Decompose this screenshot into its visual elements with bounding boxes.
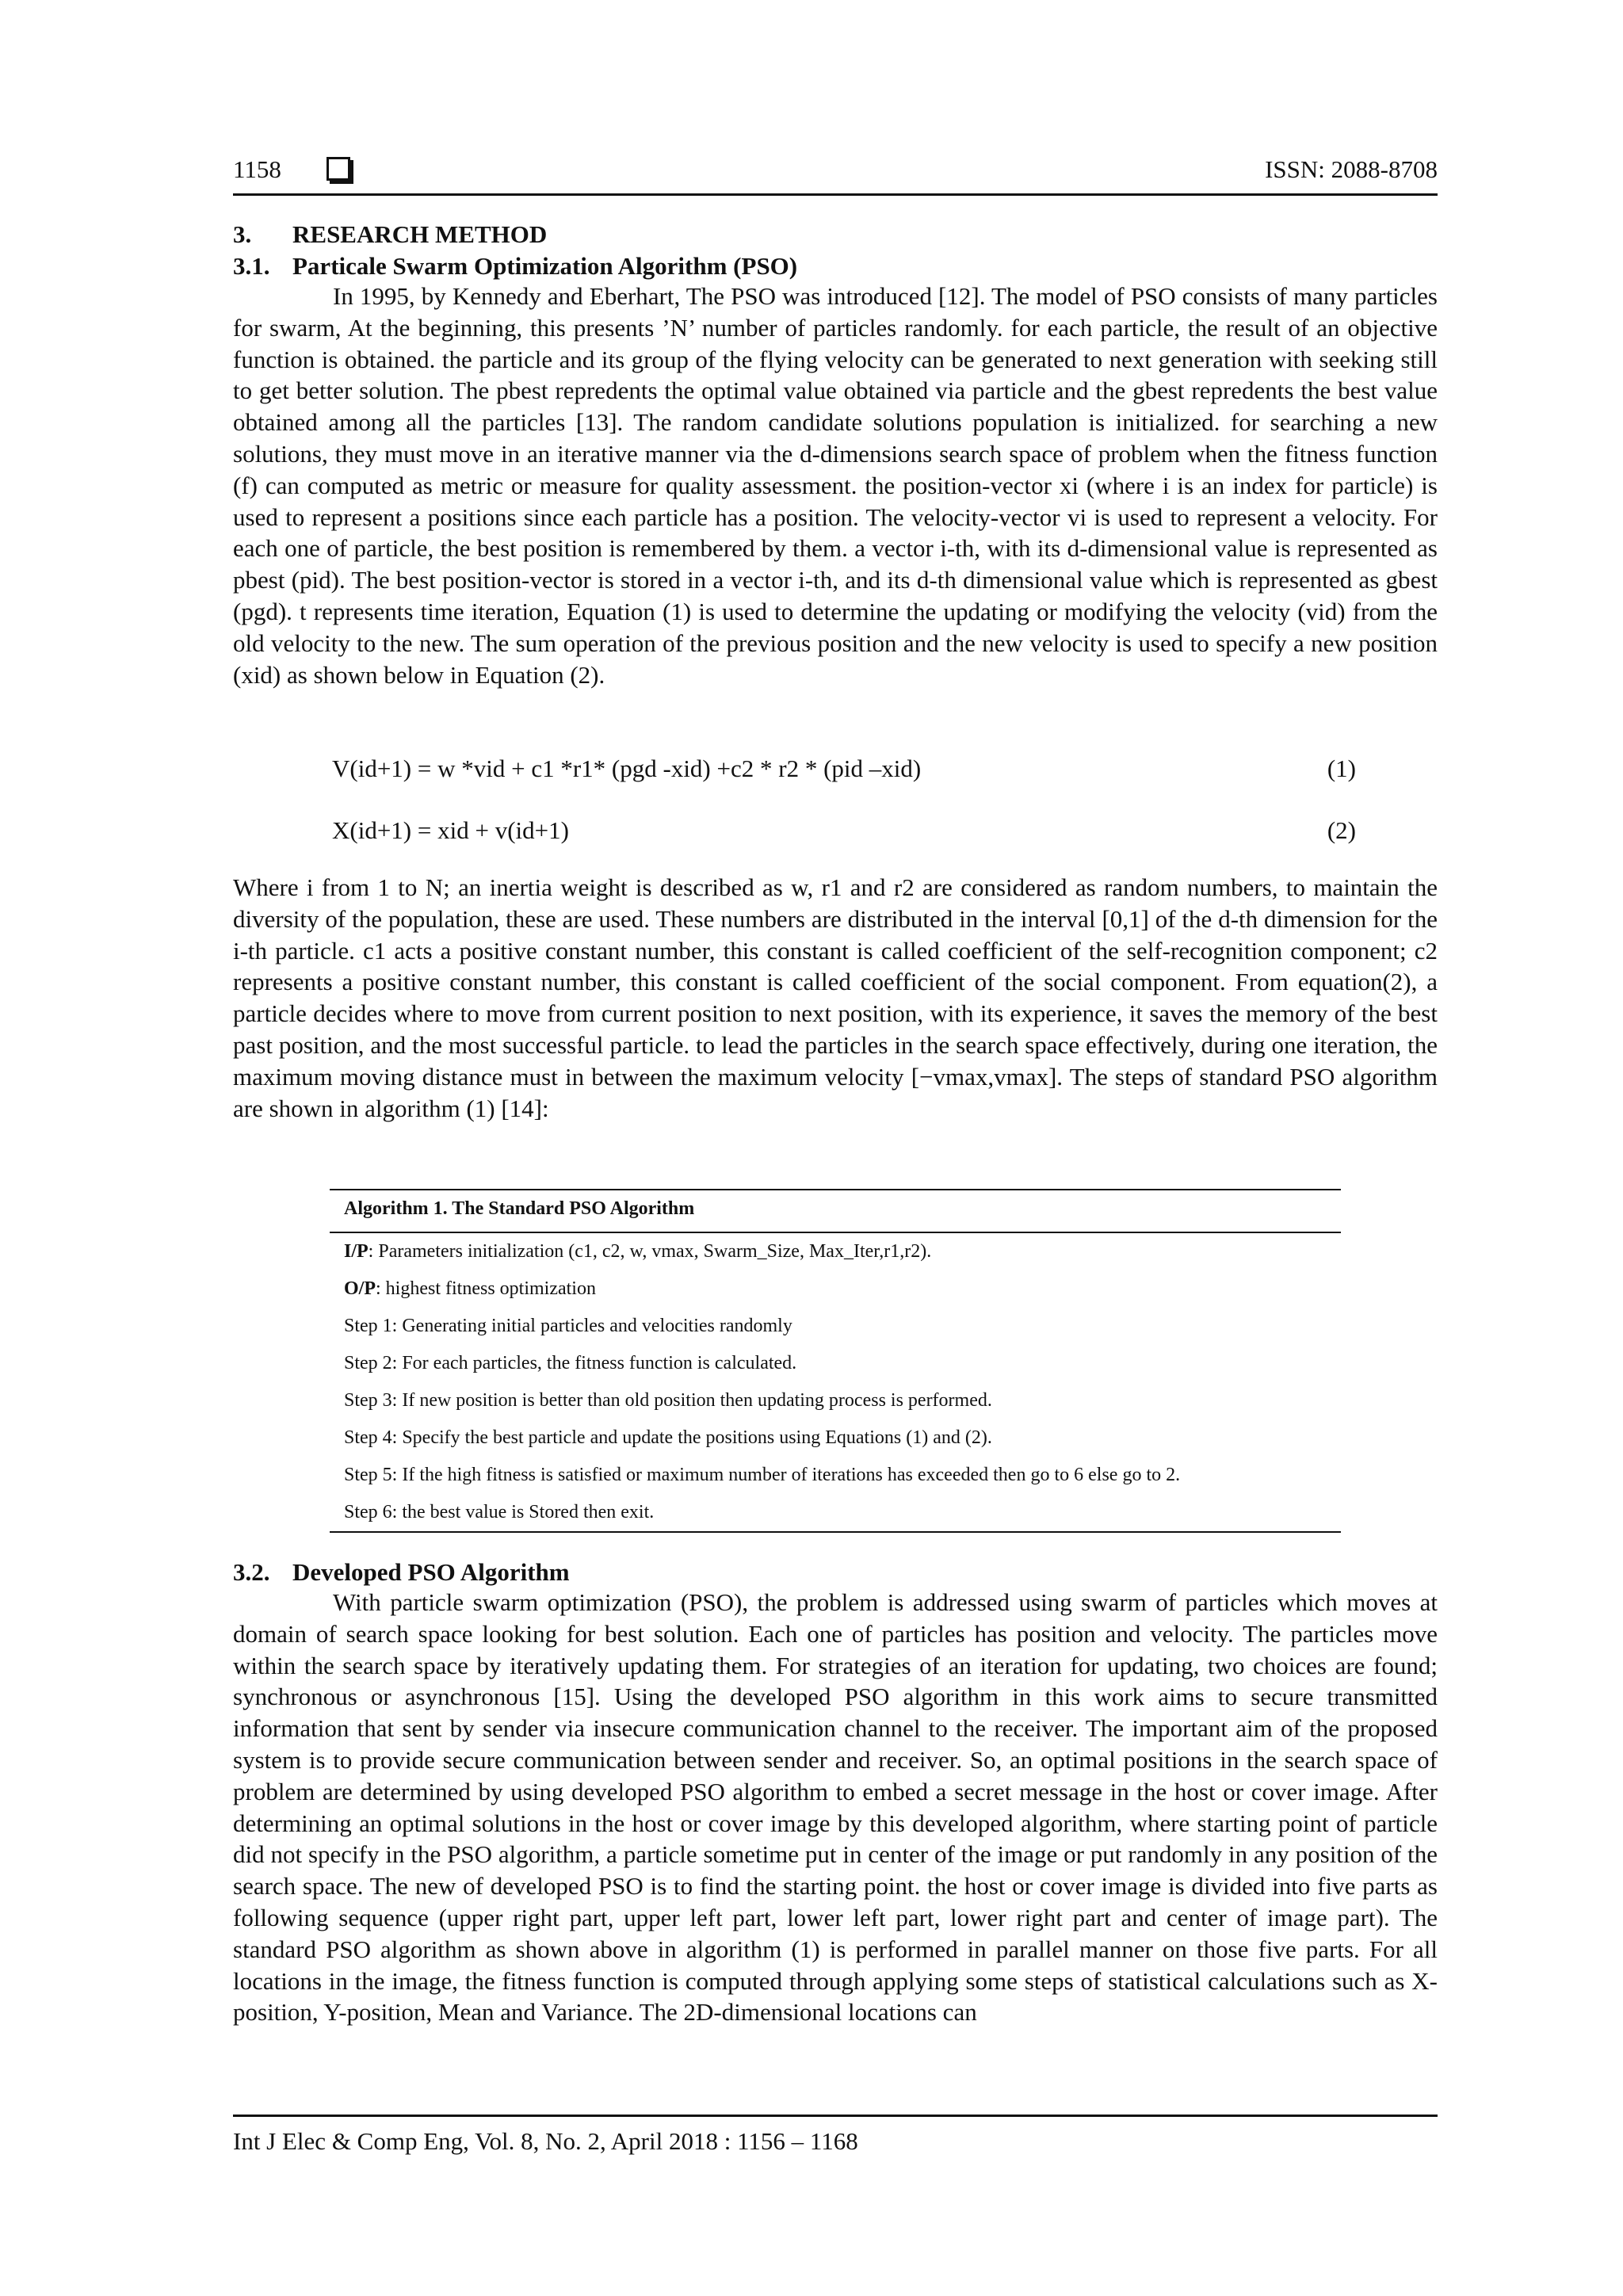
footer-rule	[233, 2115, 1438, 2117]
algorithm-row-text: Step 4: Specify the best particle and update the positions using Equations (1) and (2).	[344, 1427, 992, 1448]
algorithm-row-text: : Parameters initialization (c1, c2, w, vmax, Swarm_Size, Max_Iter,r1,r2).	[368, 1241, 932, 1262]
subsection-heading	[233, 252, 797, 281]
section-number: 3.	[233, 220, 252, 248]
equation-number: (1)	[1327, 755, 1356, 782]
algorithm-row-text: Step 6: the best value is Stored then exit.	[344, 1502, 655, 1522]
section-title: RESEARCH METHOD	[292, 220, 548, 248]
algorithm-row-label: O/P	[344, 1278, 376, 1299]
algorithm-bottom-rule	[330, 1531, 1341, 1533]
algorithm-row-text: Step 5: If the high fitness is satisfied or maximum number of iterations has exceeded then go to 6 else go to 2.	[344, 1465, 1181, 1485]
algorithm-row	[330, 1345, 1341, 1382]
algorithm-row-label: I/P	[344, 1241, 369, 1262]
header-rule	[233, 193, 1438, 196]
subsection-number: 3.1.	[233, 252, 270, 280]
footer-citation: Int J Elec & Comp Eng, Vol. 8, No. 2, April 2018 : 1156 – 1168	[233, 2127, 858, 2155]
algorithm-1	[330, 1189, 1341, 1533]
equation-number: (2)	[1327, 816, 1356, 844]
subsection-number: 3.2.	[233, 1558, 270, 1586]
algorithm-row	[330, 1233, 1341, 1270]
equation-2	[332, 816, 1356, 848]
equation-expression: X(id+1) = xid + v(id+1)	[332, 816, 569, 844]
subsection-title: Particale Swarm Optimization Algorithm (PSO)	[292, 252, 798, 280]
section-heading	[233, 220, 547, 249]
algorithm-row-text: Step 1: Generating initial particles and velocities randomly	[344, 1316, 792, 1336]
paragraph-pso-parameters: Where i from 1 to N; an inertia weight is described as w, r1 and r2 are considered as random numbers, to maintain the diversity of the population, these are used. These numbers are distributed in the interval [0,1] of the d-th dimension for the i-th particle. c1 acts a positive constant number, this constant is called coefficient of the self-recognition component; c2 represents a positive constant number, this constant is called coefficient of the social component. From equation(2), a particle decides where to move from current position to next position, with its experience, it saves the memory of the best past position, and the most successful particle. to lead the particles in the search space effectively, during one iteration, the maximum moving distance must in between the maximum velocity [−vmax,vmax]. The steps of standard PSO algorithm are shown in algorithm (1) [14]:	[233, 873, 1438, 1122]
algorithm-row	[330, 1494, 1341, 1531]
algorithm-row	[330, 1382, 1341, 1419]
algorithm-row-text: Step 2: For each particles, the fitness function is calculated.	[344, 1353, 797, 1373]
algorithm-row-text: Step 3: If new position is better than old position then updating process is performed.	[344, 1390, 992, 1411]
algorithm-title: Algorithm 1. The Standard PSO Algorithm	[344, 1198, 695, 1219]
paragraph-pso-intro: In 1995, by Kennedy and Eberhart, The PSO was introduced [12]. The model of PSO consists of many particles for swarm, At the beginning, this presents ’N’ number of particles randomly. for each particle, the result of an objective function is obtained. the particle and its group of the flying velocity can be generated to next generation with seeking still to get better solution. The pbest repredents the optimal value obtained via particle and the gbest repredents the best value obtained among all the particles [13]. The random candidate solutions population is initialized. for searching a new solutions, they must move in an iterative manner via the d-dimensions search space of problem when the fitness function (f) can computed as metric or measure for quality assessment. the position-vector xi (where i is an index for particle) is used to represent a positions since each particle has a position. The velocity-vector vi is used to represent a velocity. For each one of particle, the best position is remembered by them. a vector i-th, with its d-dimensional value is represented as pbest (pid). The best position-vector is stored in a vector i-th, and its d-th dimensional value which is represented as gbest (pgd). t represents time iteration, Equation (1) is used to determine the updating or modifying the velocity (vid) from the old velocity to the new. The sum operation of the previous position and the new velocity is used to specify a new position (xid) as shown below in Equation (2).	[233, 282, 1438, 689]
subsection-heading	[233, 1558, 570, 1587]
algorithm-row	[330, 1457, 1341, 1494]
subsection-title: Developed PSO Algorithm	[292, 1558, 570, 1586]
algorithm-row	[330, 1270, 1341, 1308]
algorithm-row	[330, 1308, 1341, 1345]
algorithm-row	[330, 1419, 1341, 1457]
issn: ISSN: 2088-8708	[1265, 155, 1438, 183]
equation-expression: V(id+1) = w *vid + c1 *r1* (pgd -xid) +c2 * r2 * (pid –xid)	[332, 755, 922, 782]
page-header	[233, 149, 1438, 192]
square-bullet-icon	[327, 157, 350, 181]
algorithm-row-text: : highest fitness optimization	[376, 1278, 596, 1299]
page-number: 1158	[233, 155, 281, 183]
paragraph-developed-pso: With particle swarm optimization (PSO), the problem is addressed using swarm of particles which moves at domain of search space looking for best solution. Each one of particles has position and velocity. The particles move within the search space by iteratively updating them. For strategies of an iteration for updating, two choices are found; synchronous or asynchronous [15]. Using the developed PSO algorithm in this work aims to secure transmitted information that sent by sender via insecure communication channel to the receiver. The important aim of the proposed system is to provide secure communication between sender and receiver. So, an optimal positions in the search space of problem are determined by using developed PSO algorithm to embed a secret message in the host or cover image. After determining an optimal solutions in the host or cover image by this developed algorithm, where starting point of particle did not specify in the PSO algorithm, a particle sometime put in center of the image or put randomly in any position of the search space. The new of developed PSO is to find the starting point. the host or cover image is divided into five parts as following sequence (upper right part, upper left part, lower left part, lower right part and center of image part). The standard PSO algorithm as shown above in algorithm (1) is performed in parallel manner on those five parts. For all locations in the image, the fitness function is computed through applying some steps of statistical calculations such as X-position, Y-position, Mean and Variance. The 2D-dimensional locations can	[233, 1588, 1438, 2027]
equation-1	[332, 755, 1356, 786]
